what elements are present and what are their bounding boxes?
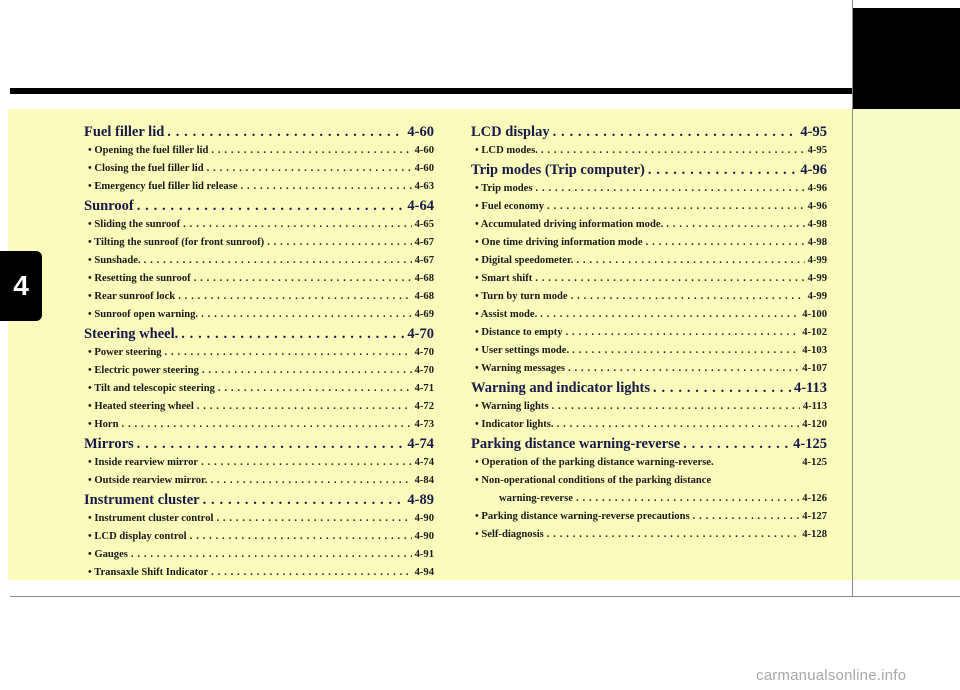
dot-leader <box>535 270 804 288</box>
entry-title: • Rear sunroof lock <box>88 291 176 302</box>
entry-title: • Closing the fuel filler lid <box>88 163 204 174</box>
entry-page-number: 4-70 <box>407 326 434 342</box>
entry-title: • Fuel economy <box>475 201 545 212</box>
entry-title: Trip modes (Trip computer) <box>471 162 645 178</box>
toc-item-entry[interactable] <box>84 528 434 546</box>
dot-leader <box>201 454 411 472</box>
entry-title: Steering wheel. <box>84 326 179 342</box>
dot-leader <box>211 564 411 582</box>
entry-title: • Operation of the parking distance warning-reverse. <box>475 457 714 468</box>
dot-leader <box>541 142 805 160</box>
entry-page-number: 4-120 <box>802 419 827 430</box>
toc-section-entry[interactable] <box>471 434 827 454</box>
toc-section-entry[interactable] <box>471 122 827 142</box>
toc-item-entry[interactable] <box>84 160 434 178</box>
toc-section-entry[interactable] <box>84 434 434 454</box>
entry-title: • Sliding the sunroof <box>88 219 181 230</box>
entry-page-number: 4-64 <box>407 198 434 214</box>
dot-leader <box>648 160 798 180</box>
dot-leader <box>576 490 799 508</box>
entry-page-number: 4-126 <box>802 493 827 504</box>
entry-page-number: 4-127 <box>802 511 827 522</box>
toc-item-entry[interactable] <box>471 180 827 198</box>
dot-leader <box>216 510 411 528</box>
entry-page-number: 4-95 <box>800 124 827 140</box>
dot-leader <box>144 252 412 270</box>
dot-leader <box>566 324 800 342</box>
entry-page-number: 4-63 <box>414 181 434 192</box>
entry-title: • Tilting the sunroof (for front sunroof) <box>88 237 265 248</box>
toc-item-entry[interactable] <box>471 252 827 270</box>
entry-page-number: 4-67 <box>414 255 434 266</box>
entry-page-number: 4-95 <box>807 145 827 156</box>
entry-title: • Self-diagnosis <box>475 529 544 540</box>
toc-item-entry[interactable] <box>84 288 434 306</box>
dot-leader <box>122 416 412 434</box>
entry-page-number: 4-84 <box>414 475 434 486</box>
entry-page-number: 4-74 <box>407 436 434 452</box>
entry-title: • Trip modes <box>475 183 533 194</box>
watermark: carmanualsonline.info <box>756 667 907 684</box>
toc-item-entry[interactable] <box>471 360 827 378</box>
entry-title: Instrument cluster <box>84 492 200 508</box>
entry-title: • Turn by turn mode <box>475 291 568 302</box>
toc-item-entry[interactable] <box>84 252 434 270</box>
entry-page-number: 4-90 <box>414 513 434 524</box>
toc-item-entry[interactable] <box>84 546 434 564</box>
dot-leader <box>190 528 412 546</box>
toc-right-column <box>471 122 827 544</box>
toc-item-entry[interactable] <box>84 398 434 416</box>
toc-item-entry[interactable] <box>471 288 827 306</box>
dot-leader <box>646 234 805 252</box>
entry-page-number: 4-60 <box>414 145 434 156</box>
entry-title: • Emergency fuel filler lid release <box>88 181 238 192</box>
entry-page-number: 4-89 <box>407 492 434 508</box>
toc-item-entry[interactable] <box>471 306 827 324</box>
entry-page-number: 4-73 <box>414 419 434 430</box>
toc-item-entry[interactable] <box>84 270 434 288</box>
dot-leader <box>131 546 412 564</box>
entry-title: • Opening the fuel filler lid <box>88 145 209 156</box>
entry-page-number: 4-91 <box>414 549 434 560</box>
entry-title: • Accumulated driving information mode. <box>475 219 664 230</box>
dot-leader <box>201 306 412 324</box>
entry-title: • Assist mode. <box>475 309 538 320</box>
footer-rule <box>10 596 960 597</box>
toc-section-entry[interactable] <box>84 196 434 216</box>
dot-leader <box>553 122 798 142</box>
toc-item-entry[interactable] <box>84 564 434 582</box>
dot-leader <box>165 344 412 362</box>
toc-item-entry[interactable] <box>84 234 434 252</box>
entry-page-number: 4-94 <box>414 567 434 578</box>
entry-page-number: 4-103 <box>802 345 827 356</box>
dot-leader <box>241 178 412 196</box>
margin-rule <box>852 0 853 597</box>
dot-leader <box>653 378 791 398</box>
dot-leader <box>547 198 805 216</box>
entry-title: • Indicator lights. <box>475 419 554 430</box>
toc-section-entry[interactable] <box>471 378 827 398</box>
entry-page-number: 4-96 <box>807 201 827 212</box>
entry-page-number: 4-102 <box>802 327 827 338</box>
entry-page-number: 4-128 <box>802 529 827 540</box>
dot-leader <box>210 472 411 490</box>
dot-leader <box>568 360 799 378</box>
dot-leader <box>137 196 405 216</box>
entry-title: • Transaxle Shift Indicator <box>88 567 209 578</box>
toc-item-entry[interactable] <box>471 142 827 160</box>
dot-leader <box>552 398 800 416</box>
toc-item-entry[interactable] <box>84 306 434 324</box>
toc-section-entry[interactable] <box>84 324 434 344</box>
toc-section-entry[interactable] <box>84 122 434 142</box>
dot-leader <box>571 288 805 306</box>
toc-item-entry[interactable] <box>471 198 827 216</box>
toc-item-entry[interactable] <box>471 398 827 416</box>
entry-page-number: 4-67 <box>414 237 434 248</box>
dot-leader <box>557 416 800 434</box>
toc-item-entry[interactable] <box>471 216 827 234</box>
toc-item-entry[interactable] <box>84 380 434 398</box>
dot-leader <box>218 380 412 398</box>
dot-leader <box>178 288 411 306</box>
entry-title: • Tilt and telescopic steering <box>88 383 215 394</box>
entry-page-number: 4-96 <box>800 162 827 178</box>
dot-leader <box>181 324 404 344</box>
dot-leader <box>211 142 411 160</box>
entry-page-number: 4-90 <box>414 531 434 542</box>
entry-page-number: 4-96 <box>807 183 827 194</box>
dot-leader <box>547 526 800 544</box>
toc-section-entry[interactable] <box>84 490 434 510</box>
entry-page-number: 4-60 <box>407 124 434 140</box>
toc-item-entry[interactable] <box>84 472 434 490</box>
entry-title: • Resetting the sunroof <box>88 273 191 284</box>
toc-item-entry[interactable] <box>471 324 827 342</box>
entry-page-number: 4-125 <box>802 457 827 468</box>
dot-leader <box>683 434 790 454</box>
margin-strip <box>852 109 960 580</box>
toc-item-entry[interactable] <box>471 526 827 544</box>
entry-page-number: 4-72 <box>414 401 434 412</box>
toc-item-entry[interactable] <box>471 342 827 360</box>
dot-leader <box>693 508 800 526</box>
entry-title: • Inside rearview mirror <box>88 457 199 468</box>
entry-title: • Distance to empty <box>475 327 563 338</box>
entry-page-number: 4-98 <box>807 237 827 248</box>
entry-page-number: 4-60 <box>414 163 434 174</box>
entry-page-number: 4-65 <box>414 219 434 230</box>
entry-page-number: 4-107 <box>802 363 827 374</box>
entry-page-number: 4-99 <box>807 273 827 284</box>
dot-leader <box>194 270 412 288</box>
dot-leader <box>137 434 405 454</box>
toc-item-entry[interactable] <box>84 344 434 362</box>
entry-title: LCD display <box>471 124 550 140</box>
entry-title: • Heated steering wheel <box>88 401 194 412</box>
entry-page-number: 4-125 <box>793 436 827 452</box>
toc-item-entry[interactable] <box>471 508 827 526</box>
chapter-tab[interactable]: 4 <box>0 251 42 321</box>
toc-item-entry[interactable] <box>471 234 827 252</box>
toc-item-entry[interactable] <box>84 362 434 380</box>
corner-tab <box>852 8 960 114</box>
header-rule <box>10 88 852 94</box>
toc-item-entry[interactable] <box>84 142 434 160</box>
entry-title: • Outside rearview mirror. <box>88 475 208 486</box>
entry-title: • Non-operational conditions of the parking distance <box>475 475 712 486</box>
entry-title: • Power steering <box>88 347 162 358</box>
entry-title: • Digital speedometer. <box>475 255 574 266</box>
toc-item-entry[interactable] <box>84 510 434 528</box>
entry-page-number: 4-113 <box>793 380 827 396</box>
toc-left-column <box>84 122 434 582</box>
toc-item-entry[interactable] <box>471 416 827 434</box>
entry-title: • Warning lights <box>475 401 549 412</box>
entry-title: • One time driving information mode <box>475 237 643 248</box>
dot-leader <box>666 216 804 234</box>
entry-title: Fuel filler lid <box>84 124 165 140</box>
entry-title: • Horn <box>88 419 119 430</box>
toc-section-entry[interactable] <box>471 160 827 180</box>
entry-page-number: 4-70 <box>414 365 434 376</box>
toc-item-entry[interactable] <box>84 178 434 196</box>
entry-title: • Gauges <box>88 549 128 560</box>
entry-title: • Warning messages <box>475 363 566 374</box>
dot-leader <box>197 398 412 416</box>
dot-leader <box>203 490 405 510</box>
toc-item-entry[interactable] <box>471 270 827 288</box>
entry-title: Sunroof <box>84 198 134 214</box>
entry-title: Mirrors <box>84 436 134 452</box>
entry-title: • Parking distance warning-reverse precautions <box>475 511 690 522</box>
entry-title: Parking distance warning-reverse <box>471 436 681 452</box>
entry-title: • Sunshade. <box>88 255 141 266</box>
toc-item-entry[interactable] <box>84 454 434 472</box>
dot-leader <box>183 216 411 234</box>
toc-item-entry[interactable] <box>471 490 827 508</box>
dot-leader <box>540 306 799 324</box>
entry-title: • Electric power steering <box>88 365 199 376</box>
toc-item-entry[interactable] <box>84 416 434 434</box>
dot-leader <box>572 342 799 360</box>
entry-page-number: 4-71 <box>414 383 434 394</box>
entry-page-number: 4-68 <box>414 273 434 284</box>
toc-item-entry[interactable] <box>471 472 827 490</box>
entry-page-number: 4-68 <box>414 291 434 302</box>
entry-title: • Smart shift <box>475 273 533 284</box>
toc-item-entry[interactable] <box>84 216 434 234</box>
entry-page-number: 4-113 <box>802 401 827 412</box>
entry-page-number: 4-99 <box>807 291 827 302</box>
entry-title: warning-reverse <box>499 493 573 504</box>
entry-title: • Instrument cluster control <box>88 513 214 524</box>
toc-item-entry[interactable] <box>471 454 827 472</box>
entry-title: • User settings mode. <box>475 345 570 356</box>
entry-title: • Sunroof open warning. <box>88 309 199 320</box>
entry-page-number: 4-69 <box>414 309 434 320</box>
dot-leader <box>202 362 412 380</box>
entry-page-number: 4-100 <box>802 309 827 320</box>
dot-leader <box>576 252 804 270</box>
dot-leader <box>535 180 804 198</box>
entry-title: • LCD modes. <box>475 145 538 156</box>
entry-title: • LCD display control <box>88 531 187 542</box>
entry-page-number: 4-70 <box>414 347 434 358</box>
entry-page-number: 4-98 <box>807 219 827 230</box>
dot-leader <box>167 122 404 142</box>
entry-page-number: 4-74 <box>414 457 434 468</box>
dot-leader <box>267 234 411 252</box>
entry-page-number: 4-99 <box>807 255 827 266</box>
entry-title: Warning and indicator lights <box>471 380 651 396</box>
dot-leader <box>207 160 412 178</box>
